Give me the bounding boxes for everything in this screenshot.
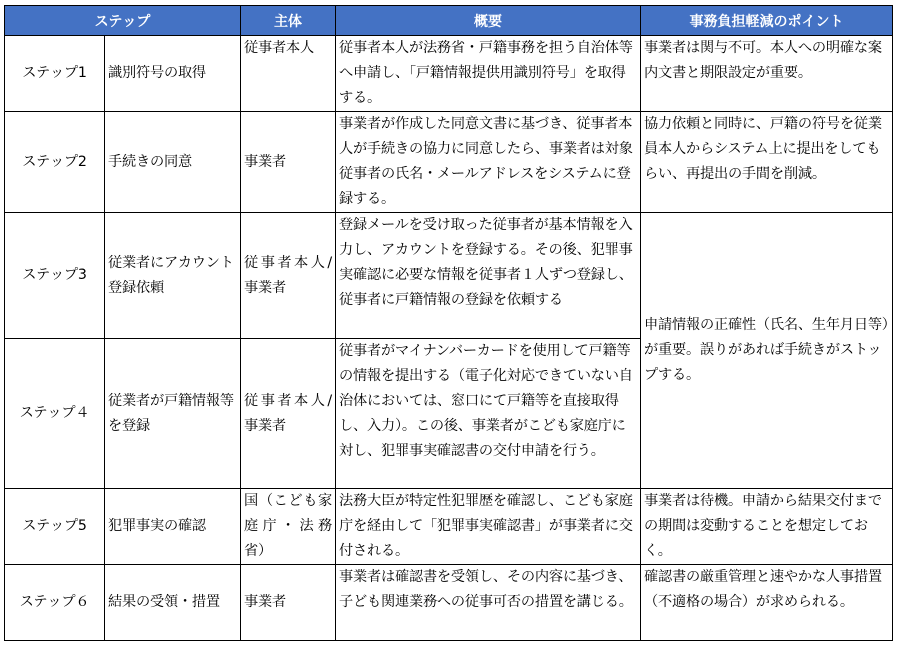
header-step: ステップ	[5, 6, 241, 36]
step-actor: 従事者本人/事業者	[241, 339, 336, 489]
table-row	[5, 213, 893, 339]
step-name: 従業者が戸籍情報等を登録	[105, 339, 241, 489]
step-actor: 事業者	[241, 565, 336, 641]
step-point: 協力依頼と同時に、戸籍の符号を従業員本人からシステム上に提出をしてもらい、再提出の手間を削減。	[641, 112, 893, 213]
step-name: 手続きの同意	[105, 112, 241, 213]
step-number: ステップ5	[5, 489, 105, 565]
step-point: 確認書の厳重管理と速やかな人事措置（不適格の場合）が求められる。	[641, 565, 893, 641]
step-number: ステップ3	[5, 213, 105, 339]
step-point: 申請情報の正確性（氏名、生年月日等）が重要。誤りがあれば手続きがストップする。	[641, 213, 893, 489]
step-number: ステップ2	[5, 112, 105, 213]
step-number: ステップ６	[5, 565, 105, 641]
step-actor: 事業者	[241, 112, 336, 213]
step-name: 犯罪事実の確認	[105, 489, 241, 565]
step-table-container	[4, 5, 893, 641]
step-table	[4, 5, 893, 641]
step-summary: 登録メールを受け取った従事者が基本情報を入力し、アカウントを登録する。その後、犯罪事実確認に必要な情報を従事者１人ずつ登録し、従事者に戸籍情報の登録を依頼する	[336, 213, 641, 339]
step-number: ステップ４	[5, 339, 105, 489]
step-point: 事業者は関与不可。本人への明確な案内文書と期限設定が重要。	[641, 36, 893, 112]
header-summary: 概要	[336, 6, 641, 36]
header-point: 事務負担軽減のポイント	[641, 6, 893, 36]
step-actor: 国（こども家庭庁・法務省）	[241, 489, 336, 565]
table-row	[5, 36, 893, 112]
step-summary: 事業者が作成した同意文書に基づき、従事者本人が手続きの協力に同意したら、事業者は対象従事者の氏名・メールアドレスをシステムに登録する。	[336, 112, 641, 213]
table-row	[5, 112, 893, 213]
step-point: 事業者は待機。申請から結果交付までの期間は変動することを想定しておく。	[641, 489, 893, 565]
table-row	[5, 565, 893, 641]
table-header-row	[5, 6, 893, 36]
step-summary: 事業者は確認書を受領し、その内容に基づき、子ども関連業務への従事可否の措置を講じる。	[336, 565, 641, 641]
step-summary: 従事者本人が法務省・戸籍事務を担う自治体等へ申請し、「戸籍情報提供用識別符号」を取得する。	[336, 36, 641, 112]
step-number: ステップ1	[5, 36, 105, 112]
header-actor: 主体	[241, 6, 336, 36]
step-name: 従業者にアカウント登録依頼	[105, 213, 241, 339]
step-actor: 従事者本人	[241, 36, 336, 112]
step-actor: 従事者本人/事業者	[241, 213, 336, 339]
step-summary: 従事者がマイナンバーカードを使用して戸籍等の情報を提出する（電子化対応できていない自治体においては、窓口にて戸籍等を直接取得し、入力）。この後、事業者がこども家庭庁に対し、犯罪事実確認書の交付申請を行う。	[336, 339, 641, 489]
step-summary: 法務大臣が特定性犯罪歴を確認し、こども家庭庁を経由して「犯罪事実確認書」が事業者に交付される。	[336, 489, 641, 565]
step-name: 結果の受領・措置	[105, 565, 241, 641]
step-name: 識別符号の取得	[105, 36, 241, 112]
table-row	[5, 489, 893, 565]
